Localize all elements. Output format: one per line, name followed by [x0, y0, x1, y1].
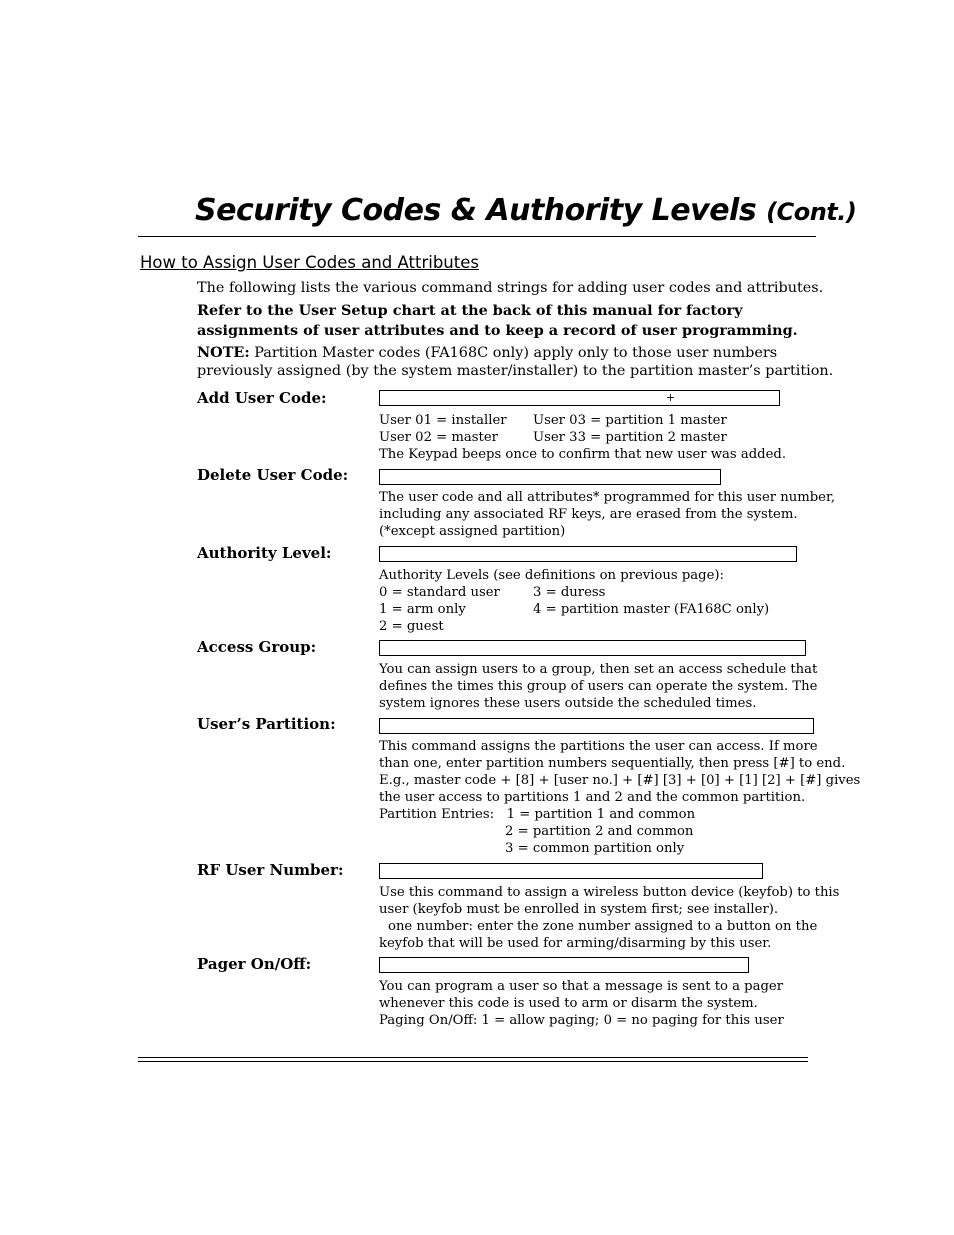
user-03-partition1-master: User 03 = partition 1 master: [533, 413, 727, 428]
rf-user-number-command-box: [379, 863, 763, 879]
pager-desc-line-2: whenever this code is used to arm or disarm the system.: [379, 996, 758, 1011]
section-heading: How to Assign User Codes and Attributes: [140, 253, 479, 272]
intro-note-line-2: previously assigned (by the system master/installer) to the partition master’s partition.: [197, 363, 834, 379]
user-01-installer: User 01 = installer: [379, 413, 507, 428]
level-2: 2 = guest: [379, 619, 444, 634]
pager-on-off-label: Pager On/Off:: [197, 955, 312, 973]
level-0: 0 = standard user: [379, 585, 500, 600]
page-title-main: Security Codes & Authority Levels: [195, 193, 757, 228]
title-rule: [138, 236, 816, 237]
partition-desc-line-1: This command assigns the partitions the user can access. If more: [379, 739, 818, 754]
authority-levels-heading: Authority Levels (see definitions on previous page):: [379, 568, 724, 583]
pager-desc-line-3: Paging On/Off: 1 = allow paging; 0 = no paging for this user: [379, 1013, 784, 1028]
intro-bold-line-1: Refer to the User Setup chart at the back of this manual for factory: [197, 302, 743, 319]
access-group-description: [379, 661, 817, 712]
user-33-partition2-master: User 33 = partition 2 master: [533, 430, 727, 445]
delete-desc-line-2: including any associated RF keys, are erased from the system.: [379, 507, 798, 522]
partition-desc-line-3: E.g., master code + [8] + [user no.] + [#] [3] + [0] + [1] [2] + [#] gives: [379, 773, 861, 788]
pager-on-off-command-box: [379, 957, 749, 973]
partition-entry-2: 2 = partition 2 and common: [505, 824, 694, 839]
rf-user-number-label: RF User Number:: [197, 861, 344, 879]
access-desc-line-1: You can assign users to a group, then set an access schedule that: [379, 662, 818, 677]
rf-desc-line-3: one number: enter the zone number assigned to a button on the: [388, 919, 818, 934]
partition-entries-row-1: [379, 806, 860, 823]
delete-user-code-description: [379, 489, 835, 540]
level-4: 4 = partition master (FA168C only): [533, 602, 770, 617]
delete-desc-line-3: (*except assigned partition): [379, 524, 566, 539]
authority-level-description: [379, 567, 769, 635]
intro-note-line-1: [197, 343, 837, 364]
user-02-master: User 02 = master: [379, 430, 498, 445]
note-label: NOTE:: [197, 344, 250, 361]
pager-on-off-description: [379, 978, 784, 1029]
partition-entries-label: Partition Entries:: [379, 807, 495, 822]
delete-user-code-command-box: [379, 469, 721, 485]
level-1: 1 = arm only: [379, 602, 466, 617]
plus-sign: +: [666, 391, 676, 404]
partition-desc-line-4: the user access to partitions 1 and 2 and the common partition.: [379, 790, 806, 805]
authority-level-label: Authority Level:: [197, 544, 332, 562]
add-user-code-label: Add User Code:: [197, 389, 327, 407]
rf-desc-line-2: user (keyfob must be enrolled in system first; see installer).: [379, 902, 779, 917]
add-user-code-description: [379, 412, 786, 463]
users-partition-description: [379, 738, 860, 857]
partition-entry-1: 1 = partition 1 and common: [506, 807, 696, 822]
rf-desc-line-1: Use this command to assign a wireless button device (keyfob) to this: [379, 885, 840, 900]
add-user-code-command-box: [379, 390, 780, 406]
rf-desc-line-4: keyfob that will be used for arming/disarming by this user.: [379, 936, 772, 951]
users-partition-label: User’s Partition:: [197, 715, 336, 733]
note-text-1: Partition Master codes (FA168C only) apply only to those user numbers: [249, 345, 778, 361]
page-title-cont: (Cont.): [766, 198, 857, 226]
partition-entry-3: 3 = common partition only: [505, 841, 685, 856]
rf-user-number-description: [379, 884, 839, 952]
delete-desc-line-1: The user code and all attributes* programmed for this user number,: [379, 490, 836, 505]
access-desc-line-3: system ignores these users outside the scheduled times.: [379, 696, 757, 711]
intro-line-1: The following lists the various command strings for adding user codes and attributes.: [197, 280, 824, 296]
intro-bold-line-2: assignments of user attributes and to keep a record of user programming.: [197, 322, 798, 339]
level-3: 3 = duress: [533, 585, 606, 600]
authority-level-command-box: [379, 546, 797, 562]
partition-desc-line-2: than one, enter partition numbers sequentially, then press [#] to end.: [379, 756, 846, 771]
access-group-label: Access Group:: [197, 638, 317, 656]
pager-desc-line-1: You can program a user so that a message is sent to a pager: [379, 979, 784, 994]
footer-rule: [138, 1057, 808, 1062]
add-user-confirm-note: The Keypad beeps once to confirm that new user was added.: [379, 447, 787, 462]
access-desc-line-2: defines the times this group of users can operate the system. The: [379, 679, 818, 694]
access-group-command-box: [379, 640, 806, 656]
users-partition-command-box: [379, 718, 814, 734]
delete-user-code-label: Delete User Code:: [197, 466, 349, 484]
page-title: [195, 193, 856, 228]
